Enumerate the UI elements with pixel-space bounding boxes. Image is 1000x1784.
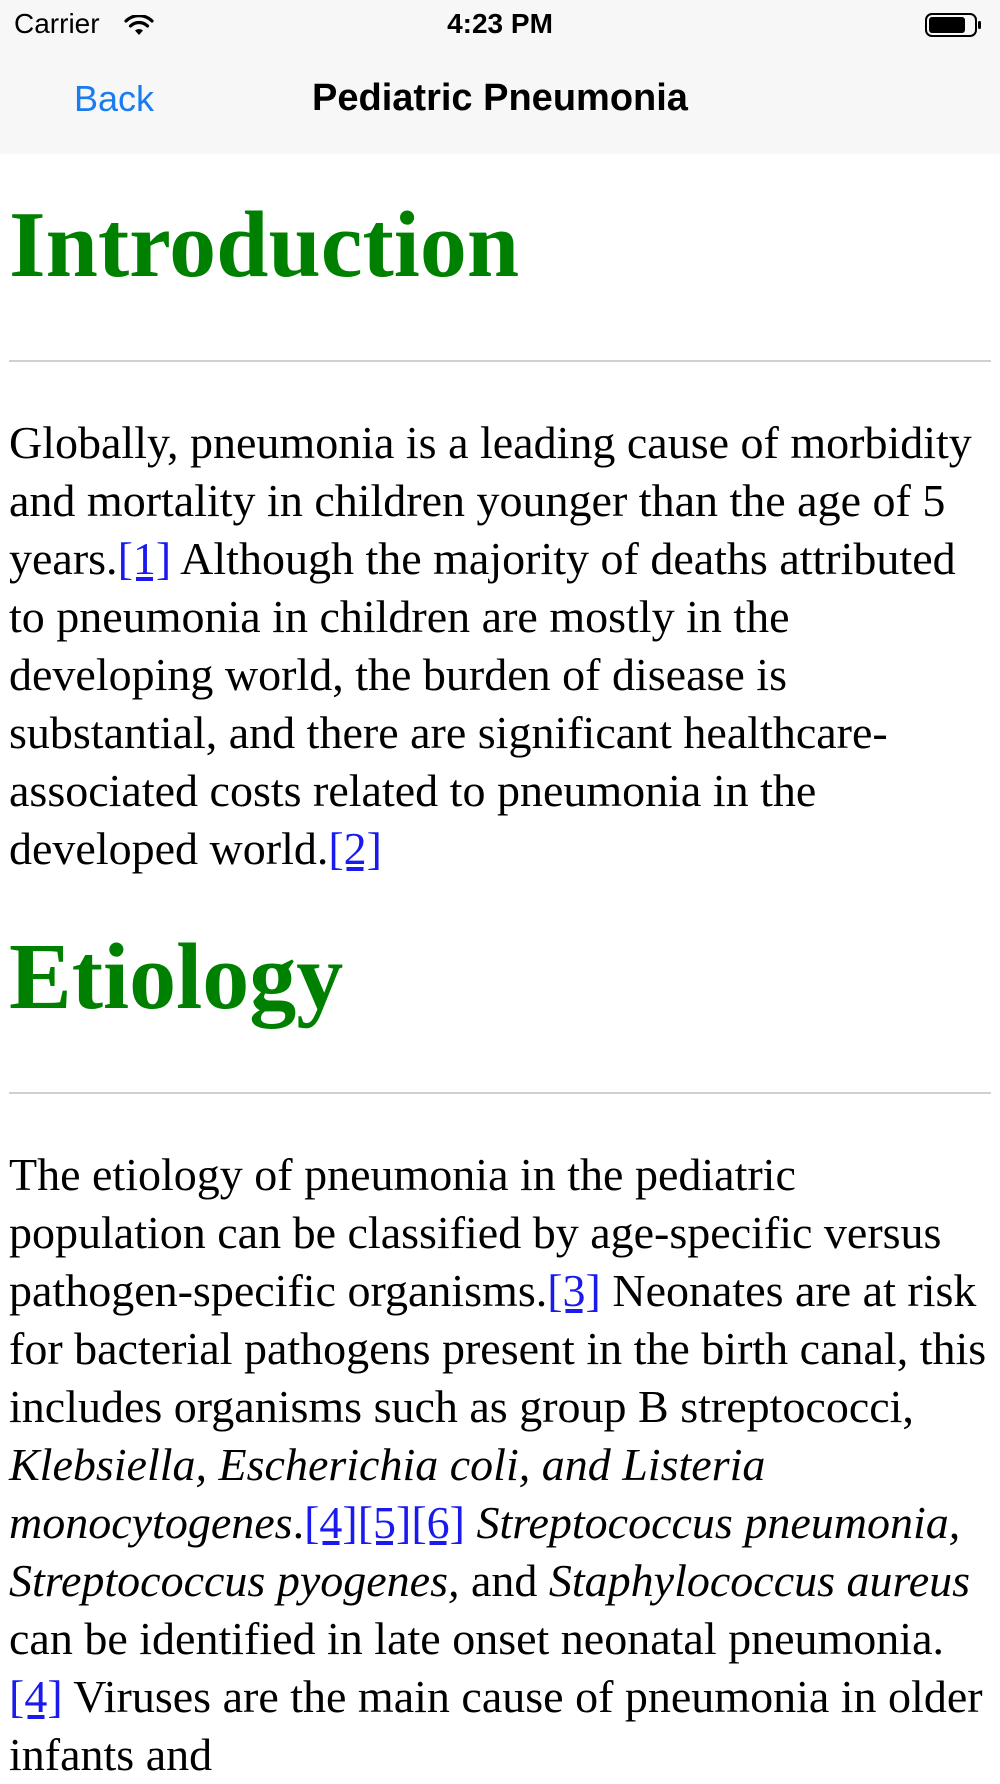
section-divider <box>9 360 991 362</box>
reference-link-1[interactable]: [1] <box>117 533 172 584</box>
carrier-label: Carrier <box>14 8 100 39</box>
navigation-bar <box>0 50 1000 154</box>
etiology-italic-3: Staphylococcus aureus <box>548 1555 971 1606</box>
reference-link-4[interactable]: [4] <box>304 1497 358 1548</box>
etiology-italic-2: Streptococcus pneumonia, Streptococcus pyogenes, <box>9 1497 961 1606</box>
introduction-heading: Introduction <box>9 193 520 297</box>
page-title: Pediatric Pneumonia <box>312 77 688 119</box>
introduction-paragraph <box>9 414 991 878</box>
battery-icon <box>925 12 983 38</box>
reference-link-4-repeat[interactable]: [4] <box>9 1671 63 1722</box>
intro-text-1: Globally, pneumonia is a leading cause of morbidity and mortality in children younger than the age of 5 years. <box>9 417 972 584</box>
etiology-heading: Etiology <box>9 925 344 1029</box>
etiology-text-3: . <box>292 1497 305 1548</box>
etiology-text-5: and <box>459 1555 549 1606</box>
reference-link-5[interactable]: [5] <box>357 1497 412 1548</box>
back-button[interactable]: Back <box>74 78 155 119</box>
section-divider <box>9 1092 991 1094</box>
clock: 4:23 PM <box>447 8 553 39</box>
intro-text-2: Although the majority of deaths attributed to pneumonia in children are mostly in the developing world, the burden of disease is substantial, and there are significant healthcare-associated costs related to pneumonia in the developed world. <box>9 533 956 874</box>
article-content <box>9 154 991 1784</box>
etiology-text-4 <box>465 1497 477 1548</box>
etiology-text-7: Viruses are the main cause of pneumonia in older infants and <box>9 1671 983 1780</box>
reference-link-6[interactable]: [6] <box>411 1497 465 1548</box>
etiology-text-2: Neonates are at risk for bacterial pathogens present in the birth canal, this includes organisms such as group B streptococci, <box>9 1265 987 1432</box>
reference-link-3[interactable]: [3] <box>547 1265 601 1316</box>
etiology-text-6: can be identified in late onset neonatal pneumonia. <box>9 1613 945 1664</box>
reference-link-2[interactable]: [2] <box>328 823 382 874</box>
etiology-paragraph <box>9 1146 991 1784</box>
etiology-text-1: The etiology of pneumonia in the pediatric population can be classified by age-specific versus pathogen-specific organisms. <box>9 1149 942 1316</box>
etiology-italic-1: Klebsiella, Escherichia coli, and Listeria monocytogenes <box>9 1439 766 1548</box>
status-bar <box>0 0 1000 50</box>
